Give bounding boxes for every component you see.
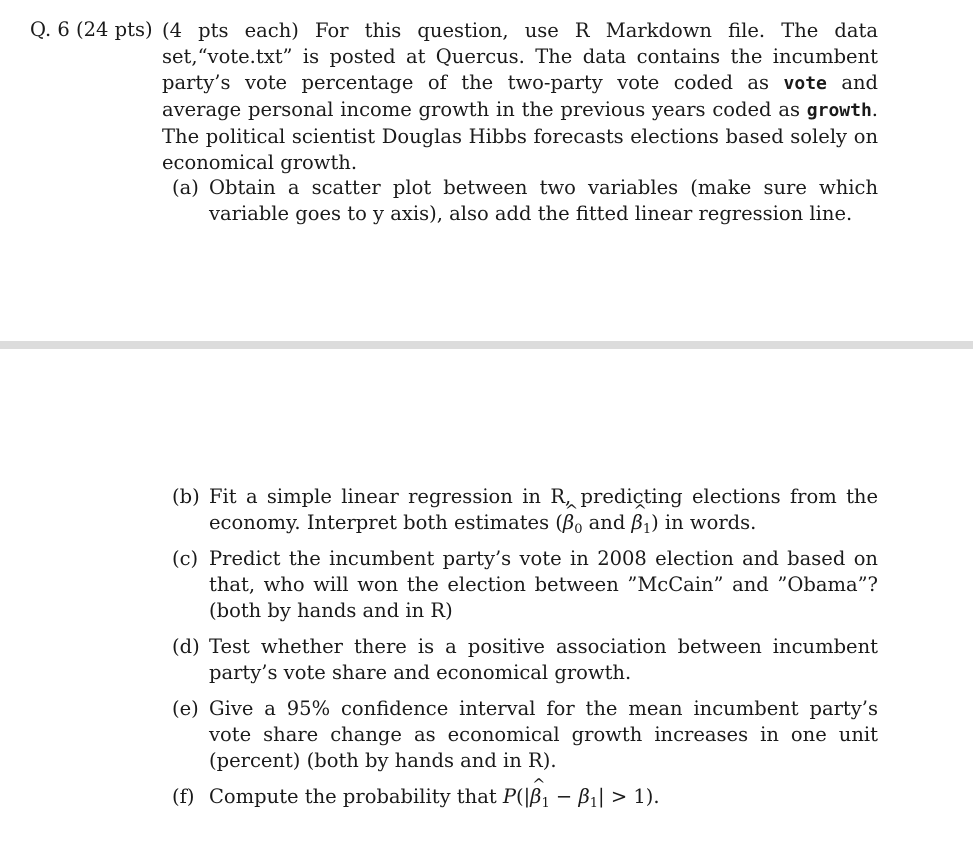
beta1-subscript: 1	[642, 522, 652, 537]
item-text-part: and	[582, 511, 632, 534]
beta0-hat	[563, 510, 583, 543]
beta-subscript: 1	[589, 796, 599, 811]
item-text: Give a 95% confidence interval for the mean incumbent party’s vote share change as economical growth increases in one unit (percent) (both by hands and in R).	[209, 697, 878, 772]
item-text: Obtain a scatter plot between two variables (make sure which variable goes to y axis), also add the fitted linear regression line.	[209, 176, 878, 225]
beta-symbol: β	[578, 785, 590, 808]
page-divider	[0, 341, 973, 349]
item-label: (d)	[172, 635, 200, 658]
beta0-subscript: 0	[574, 522, 583, 537]
item-text-part: Compute the probability that	[209, 785, 503, 808]
item-d	[172, 634, 878, 686]
formula-close: | > 1).	[598, 785, 660, 808]
question-intro	[162, 18, 878, 176]
intro-text-1: (4 pts each) For this question, use R Markdown file. The data set,“vote.txt” is posted at Quercus. The data contains the incumbent party’s vote percentage of the two-party vote coded as	[162, 19, 878, 94]
beta-hat-symbol: β	[530, 785, 542, 808]
growth-code: growth	[806, 100, 872, 121]
question-number: Q. 6	[30, 18, 70, 41]
item-c	[172, 546, 878, 624]
item-text: Test whether there is a positive association between incumbent party’s vote share and economical growth.	[209, 635, 878, 684]
beta1-hat	[632, 510, 652, 543]
item-e	[172, 696, 878, 774]
item-label: (c)	[172, 547, 199, 570]
formula-p: P	[502, 785, 516, 808]
item-text: Predict the incumbent party’s vote in 2008 election and based on that, who will won the election between ”McCain” and ”Obama”? (both by hands and in R)	[209, 547, 878, 622]
item-b	[172, 484, 878, 543]
item-f	[172, 784, 878, 817]
question-header	[30, 18, 153, 41]
beta1-hat	[530, 784, 550, 817]
item-label: (f)	[172, 785, 195, 808]
vote-code: vote	[783, 73, 827, 94]
item-text	[209, 484, 878, 543]
item-text-part: ) in words.	[651, 511, 757, 534]
intro-text-3: . The political scientist Douglas Hibbs forecasts elections based solely on economical growth.	[162, 98, 878, 174]
item-label: (a)	[172, 176, 199, 199]
item-label: (e)	[172, 697, 199, 720]
item-a	[172, 175, 878, 227]
formula-open: (|	[515, 785, 531, 808]
formula-minus: −	[549, 785, 579, 808]
beta-hat-subscript: 1	[541, 796, 550, 811]
item-label: (b)	[172, 485, 200, 508]
intro-text-2: and average personal income growth in the previous years coded as	[162, 71, 878, 121]
beta0-symbol: β	[562, 511, 575, 534]
item-text	[209, 784, 878, 817]
question-points: (24 pts)	[76, 18, 153, 41]
item-text-part: Fit a simple linear regression in R, predicting elections from the economy. Interpret both estimates (	[209, 485, 878, 534]
beta1-symbol: β	[631, 511, 643, 534]
